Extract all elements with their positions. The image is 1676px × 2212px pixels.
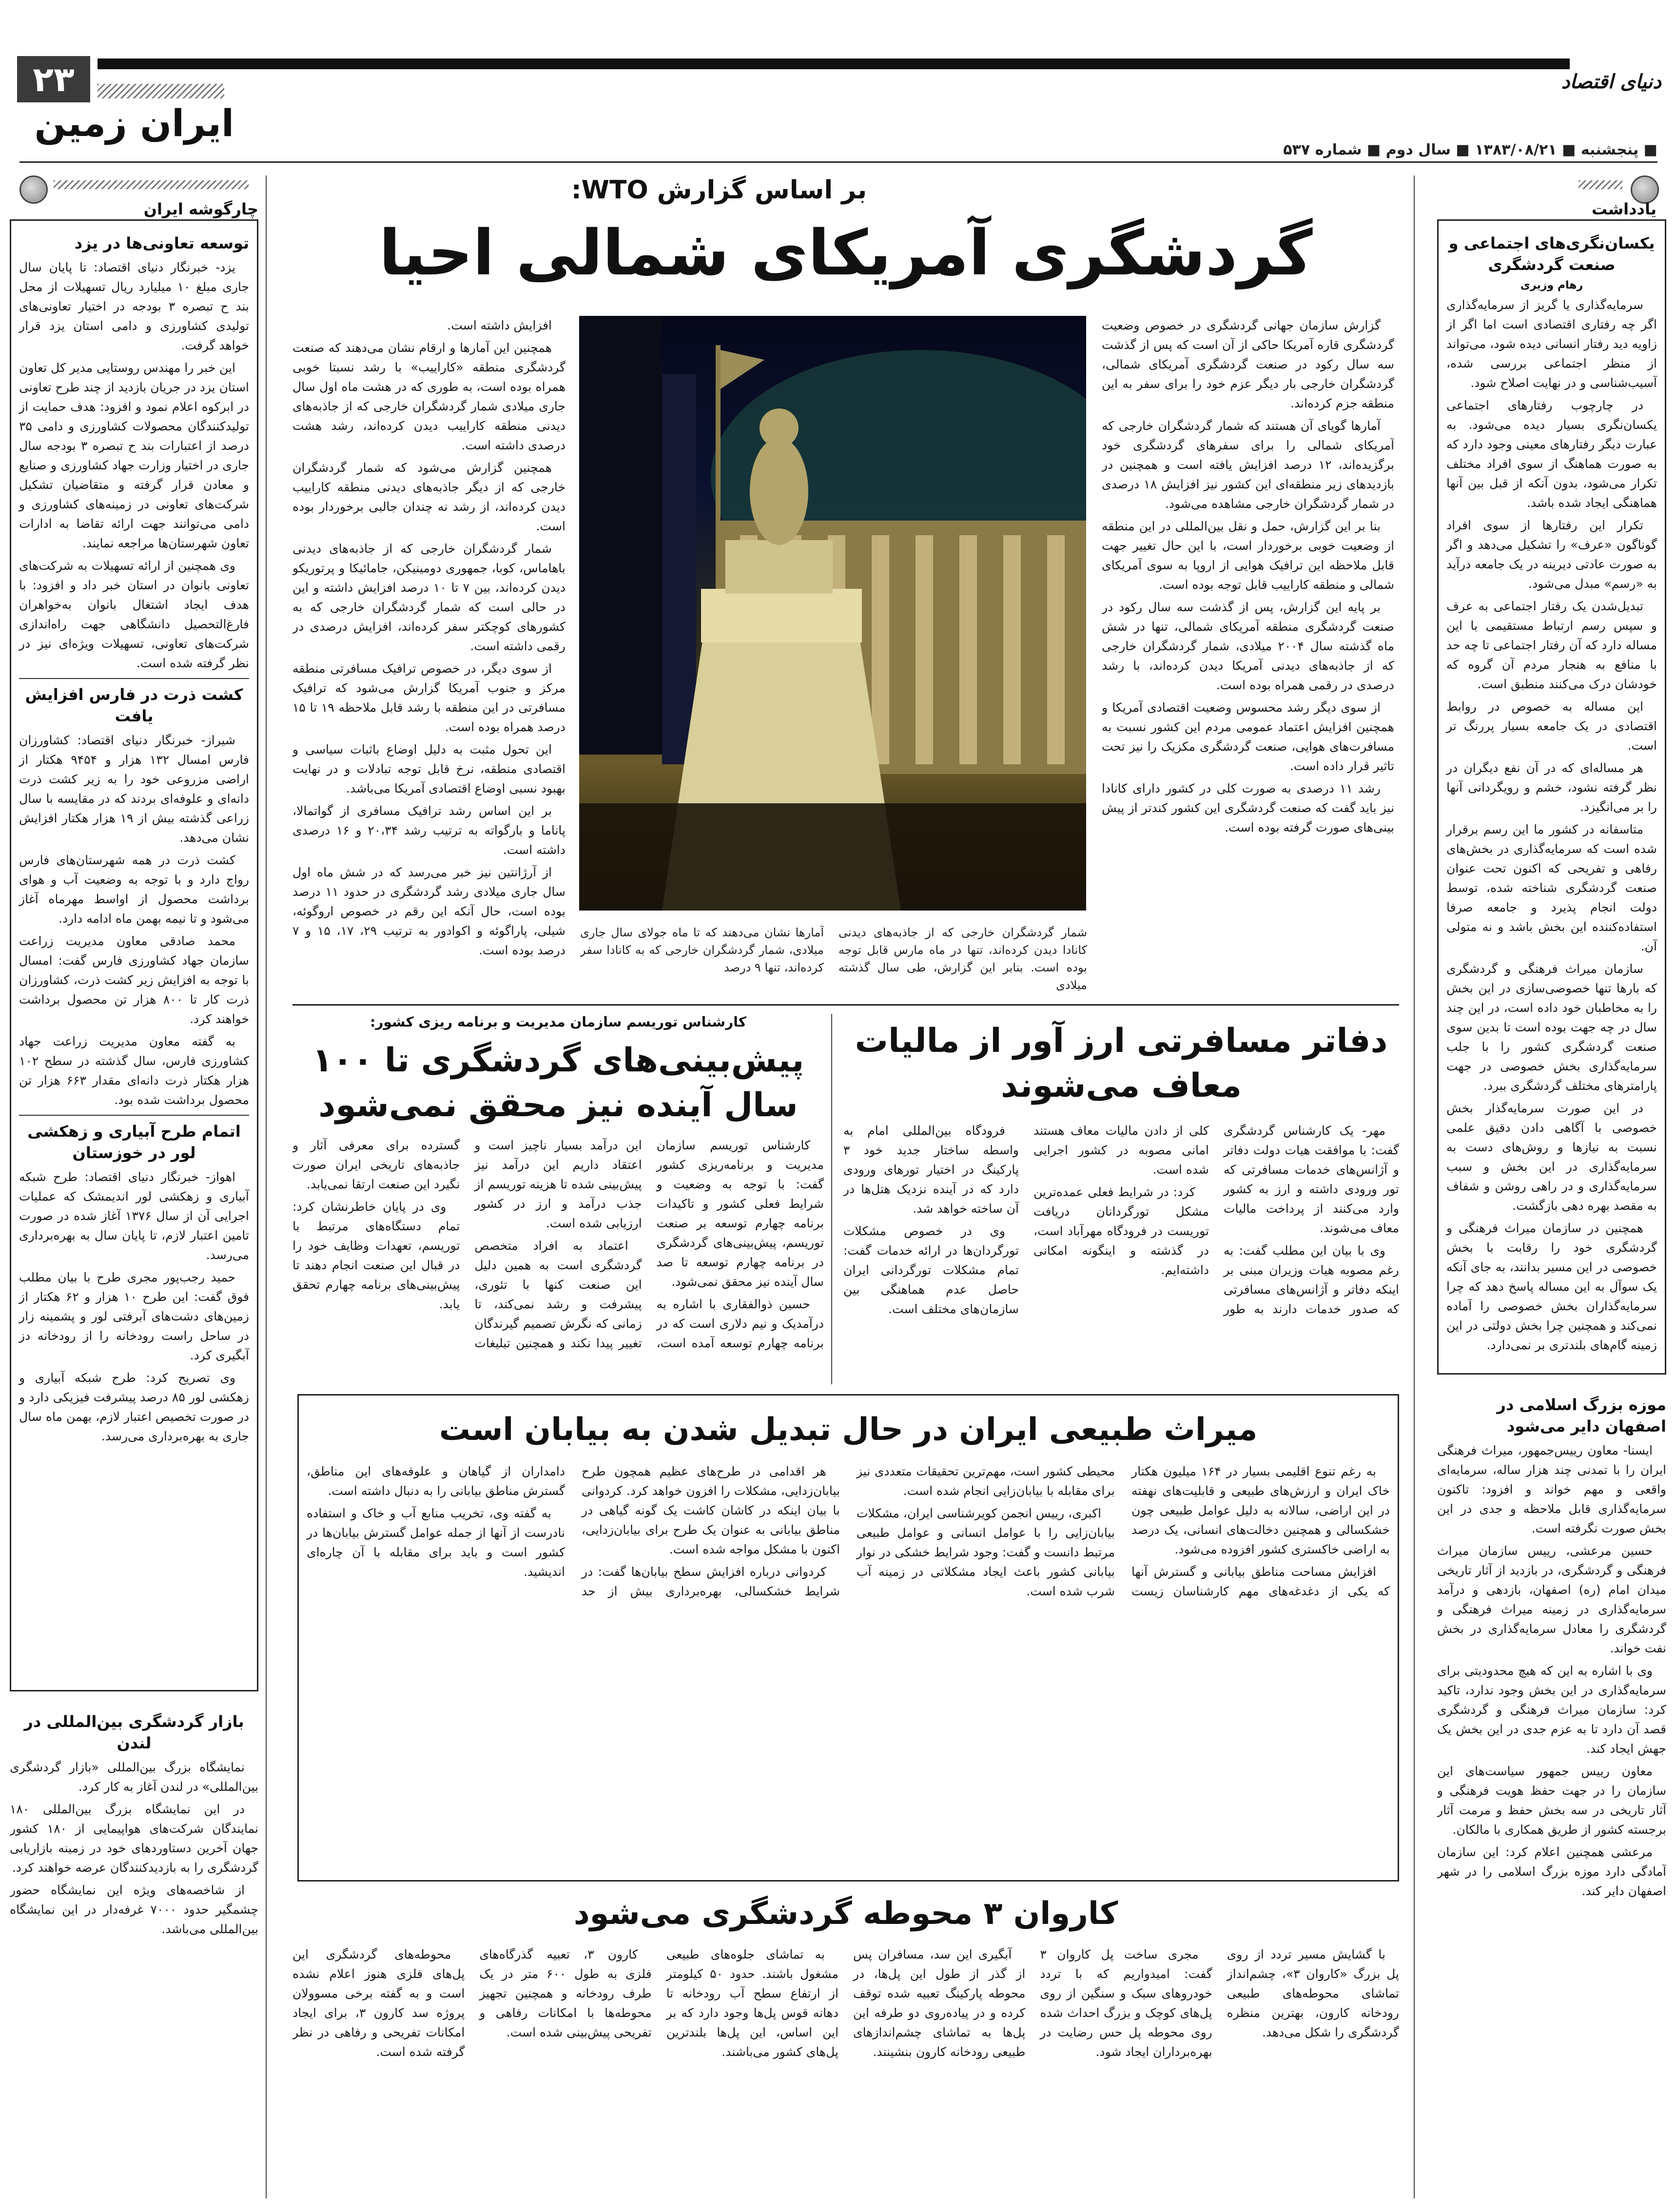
museum-news: موزه بزرگ اسلامی در اصفهان دایر می‌شود ایسنا- معاون رییس‌جمهور، میراث فرهنگی ایران را با تمدنی چند هزار ساله، سرمایه‌ای واقعی و مهم خواند و افزود: تاکنون سرمایه‌گذاری قابل ملاحظه و جدی در این بخش صورت نگرفته است. حسین مرعشی، رییس سازمان میراث فرهنگی و گردشگری، در بازدید از آثار تاریخی میدان امام (ره) اصفهان، بازدهی و درآمد سرمایه‌گذاری در زمینه میراث فرهنگی و گردشگری را معادل سرمایه‌گذاری در بخش نفت خواند. وی با اشاره به این که هیچ محدودیتی برای سرمایه‌گذاری در این بخش وجود ندارد، تاکید کرد: سازمان میراث فرهنگی و گردشگری قصد آن دارد تا به عزم جدی در این بخش یک جهش ایجاد کند. معاون رییس جمهور سیاست‌های این سازمان را در جهت حفظ هویت فرهنگی و آثار تاریخی در سه بخش حفظ و مرمت آثار برجسته کشور از طریق همکاری با مالکان. مرعشی همچنین اعلام کرد: این سازمان آمادگی دارد موزه بزرگ اسلامی را در شهر اصفهان دایر کند. bbox=[1437, 1389, 1666, 2189]
statue-illustration bbox=[579, 316, 1086, 911]
karun-body: با گشایش مسیر تردد از روی پل بزرگ «کاروان ۳»، چشم‌انداز تماشای محوطه‌های طبیعی رودخانه کارون، بهترین منظره گردشگری را شکل می‌دهد. مجری ساخت پل کاروان ۳ گفت: امیدواریم که با تردد خودروهای سبک و سنگین از روی پل‌های کوچک و بزرگ احداث شده روی محوطه پل حس رضایت در بهره‌برداران ایجاد شود. آبگیری این سد، مسافران پس از گذر از طول این پل‌ها، در محوطه پارکینگ تعبیه شده توقف کرده و در پیاده‌روی دو طرفه این پل‌ها به تماشای چشم‌اندازهای طبیعی رودخانه کارون بنشینند. به تماشای جلوه‌های طبیعی مشغول باشند. حدود ۵۰ کیلومتر از ارتفاع سطح آب رودخانه تا دهانه قوس پل‌ها وجود دارد که بر این اساس، این پل‌ها بلندترین پل‌های کشور می‌باشند. کارون ۳، تعبیه گذرگاه‌های فلزی به طول ۶۰۰ متر در یک طرف رودخانه و همچنین تجهیز محوطه‌ها با امکانات رفاهی و تفریحی پیش‌بینی شده است. محوطه‌های گردشگری این پل‌های فلزی هنوز اعلام نشده است و به گفته برخی مسوولان پروژه سد کارون ۳، برای ایجاد امکانات تفریحی و رفاهی در نظر گرفته شده است. bbox=[292, 1947, 1399, 2059]
photo-caption: شمار گردشگران خارجی که از جاذبه‌های دیدنی کانادا دیدن کرده‌اند، تنها در ماه مارس قابل توجه بوده است. بنابر این گزارش، طی سال گذشته میلادی bbox=[838, 926, 1087, 992]
right-column-header: یادداشت bbox=[1591, 200, 1657, 218]
masthead-rule bbox=[97, 58, 1570, 69]
news-title: اتمام طرح آبیاری و زهکشی لور در خوزستان bbox=[19, 1115, 249, 1164]
news-title: کشت ذرت در فارس افزایش یافت bbox=[19, 678, 249, 727]
tax-exempt-body: مهر- یک کارشناس گردشگری گفت: با موافقت هیات دولت دفاتر و آژانس‌های خدمات مسافرتی که تور ورودی داشته و ارز به کشور وارد می‌کنند از پرداخت مالیات معاف می‌شوند. وی با بیان این مطلب گفت: به رغم مصوبه هیات وزیران مبنی بر اینکه دفاتر و آژانس‌های مسافرتی که صدور خدمات دارند به طور کلی از دادن مالیات معاف هستند امانی مصوبه در کشور اجرایی شده است. کرد: در شرایط فعلی عمده‌ترین مشکل تورگردانان دریافت توریست در فرودگاه مهرآباد است، در گذشته و اینگونه امکانی داشته‌ایم. فرودگاه بین‌المللی امام به واسطه ساختار جدید خود ۳ پارکینگ در اختیار تورهای ورودی دارد که در آینده نزدیک هتل‌ها در آن ساخته خواهد شد. وی در خصوص مشکلات تورگردان‌ها در ارائه خدمات گفت: تمام مشکلات تورگردانی ایران حاصل عدم هماهنگی بین سازمان‌های مختلف است. bbox=[843, 1124, 1399, 1316]
statue-photo bbox=[579, 316, 1086, 911]
column-header-stripe bbox=[54, 180, 249, 189]
lead-kicker: بر اساس گزارش WTO: bbox=[571, 175, 867, 205]
news-title: بازار گردشگری بین‌المللی در لندن bbox=[24, 1712, 244, 1752]
desertification-headline: میراث طبیعی ایران در حال تبدیل شدن به بیابان است bbox=[439, 1412, 1258, 1448]
photo-caption: آمارها نشان می‌دهند که تا ماه جولای سال جاری میلادی، شمار گردشگران خارجی که به کانادا سفر کرده‌اند، تنها ۹ درصد bbox=[580, 926, 824, 974]
editorial-author: رهام وزیری bbox=[1520, 279, 1583, 291]
section-rule bbox=[292, 1004, 1399, 1006]
museum-news-title: موزه بزرگ اسلامی در اصفهان دایر می‌شود bbox=[1497, 1396, 1666, 1436]
editorial-title: یکسان‌نگری‌های اجتماعی و صنعت گردشگری bbox=[1448, 234, 1655, 274]
desertification-box bbox=[297, 1394, 1399, 1882]
forecast-headline: پیش‌بینی‌های گردشگری تا ۱۰۰ سال آینده نیز محقق نمی‌شود bbox=[312, 1041, 804, 1125]
column-rule bbox=[266, 175, 267, 2198]
editorial-body: سرمایه‌گذاری یا گریز از سرمایه‌گذاری اگر چه رفتاری اقتصادی است اما اگر از زاویه دید رفتار انسانی دیده شود، می‌تواند از منظر اجتماعی بررسی شده، آسیب‌شناسی و در نهایت اصلاح شود. در چارچوب رفتارهای اجتماعی یکسان‌نگری بسیار دیده می‌شود. به عبارت دیگر رفتارهای معینی وجود دارد که به صورت هماهنگ از سوی افراد مختلف تکرار می‌شود، بدون آنکه از قبل بین آنها هماهنگی ایجاد شده باشد. تکرار این رفتارها از سوی افراد گوناگون «عرف» را تشکیل می‌دهد و اگر به صورت عادتی دیرینه در یک جامعه درآید به «رسم» مبدل می‌شود. تبدیل‌شدن یک رفتار اجتماعی به عرف و سپس رسم ارتباط مستقیمی با این مساله دارد که آن رفتار اجتماعی تا چه حد با منافع به هنجار مردم آن گروه که خودشان درک می‌کنند منطبق است. این مساله به خصوص در روابط اقتصادی در یک جامعه بسیار پررنگ تر است. هر مساله‌ای که در آن نفع دیگران در نظر گرفته نشود، خشم و رویگردانی آنها را بر می‌انگیزد. متاسفانه در کشور ما این رسم برقرار شده است که سرمایه‌گذاری در بخش‌های رفاهی و تفریحی که اکنون تحت عنوان صنعت گردشگری شناخته شده، توسط دولت انجام پذیرد و جامعه صرفا استفاده‌کننده این بخش باشد و نه متولی آن. سازمان میراث فرهنگی و گردشگری که بارها تنها خصوصی‌سازی در این بخش را به مخاطبان خود داده است، در این چند سال در چه جهت بوده است تا بدین سوی صنعت گردشگری کشور را با جلب سرمایه‌گذاری بخش خصوصی در جهت پارامترهای مختلف گردشگری ببرد. در این صورت سرمایه‌گذار بخش خصوصی با آگاهی دادن دقیق علمی نسبت به نیازها و روش‌های دست به سرمایه‌گذاری در این بخش و سبب سرمایه‌گذاری و در راهی روشن و شفاف به مقصد بهره دهی بازگشت. همچنین در سازمان میراث فرهنگی و گردشگری خود را رقابت با بخش خصوصی در این مسیر بدانند، به جای آنکه یک سوآل به این مساله پاسخ دهد که چرا سرمایه‌گذاران بخش خصوصی را آماده نمی‌کند و همچنین چرا بخش دولتی در این زمینه گام‌های بلندتری بر نمی‌دارد. bbox=[1446, 298, 1657, 1352]
lead-headline: گردشگری آمریکای شمالی احیا bbox=[379, 217, 1313, 290]
column-rule bbox=[1414, 175, 1415, 2198]
column-rule bbox=[831, 1014, 832, 1384]
forecast-body: کارشناس توریسم سازمان مدیریت و برنامه‌ریزی کشور گفت: با توجه به وضعیت و شرایط فعلی کشور و تاکیدات برنامه چهارم توسعه بر صنعت توریسم، پیش‌بینی‌های گردشگری در برنامه چهارم توسعه تا صد سال آینده نیز محقق نمی‌شود. حسین ذوالفقاری با اشاره به درآمدیک و نیم دلاری است که در برنامه چهارم توسعه آمده است، این درآمد بسیار ناچیز است و اعتقاد داریم این درآمد نیز پیش‌بینی شده تا هزینه توریسم از جذب درآمد و ارز در کشور ارزیابی شده است. اعتماد به افراد متخصص گردشگری است به همین دلیل این صنعت کنها با تئوری، پیشرفت و رشد نمی‌کند، تا زمانی که نگرش تصمیم گیرندگان تغییر پیدا نکند و همچنین تبلیغات گسترده برای معرفی آثار و جاذبه‌های تاریخی ایران صورت نگیرد این صنعت ارتقا نمی‌یابد. وی در پایان خاطرنشان کرد: تمام دستگاه‌های مرتبط با توریسم، تعهدات وظایف خود را در قبال این صنعت انجام دهند تا پیش‌بینی‌های برنامه چهارم تحقق یابد. bbox=[292, 1138, 824, 1350]
regional-news-box: توسعه تعاونی‌ها در یزد یزد- خبرنگار دنیای اقتصاد: تا پایان سال جاری مبلغ ۱۰ میلیارد ریال تسهیلات از محل بند ح تبصره ۳ بودجه در اختیار تعاونی‌های تولیدی کشاورزی و دامی استان یزد قرار خواهد گرفت. این خبر را مهندس روستایی مدیر کل تعاون استان یزد در جریان بازدید از چند طرح تعاونی در ابرکوه اعلام نمود و افزود: هدف حمایت از تولیدکنندگان محصولات کشاورزی و دامی ۳۵ درصد از اعتبارات بند ح تبصره ۳ بودجه سال جاری در اختیار وزارت جهاد کشاورزی و صنایع و معادن قرار گرفته و متقاضیان تشکیل شرکت‌های تعاونی در زمینه‌های کشاورزی و دامی می‌توانند جهت ارائه تقاضا به ادارات تعاون شهرستان‌ها مراجعه نمایند. وی همچنین از ارائه تسهیلات به شرکت‌های تعاونی بانوان در استان خبر داد و افزود: با هدف ایجاد اشتغال بانوان به‌خواهران فارغ‌التحصیل دانشگاهی جهت راه‌اندازی شرکت‌های تعاونی، تسهیلات ویژه‌ای نیز در نظر گرفته شده است. کشت ذرت در فارس افزایش یافت شیراز- خبرنگار دنیای اقتصاد: کشاورزان فارس امسال ۱۳۲ هزار و ۹۴۵۴ هکتار از اراضی مزروعی خود را به زیر کشت ذرت دانه‌ای و علوفه‌ای بردند که در مقایسه با سال زراعی گذشته بیش از ۱۹ هزار هکتار افزایش نشان می‌دهد. کشت ذرت در همه شهرستان‌های فارس رواج دارد و با توجه به وضعیت آب و هوای برداشت محصول از اواسط مهرماه آغاز می‌شود و تا نیمه بهمن ماه ادامه دارد. محمد صادقی معاون مدیریت زراعت سازمان جهاد کشاورزی فارس گفت: امسال با توجه به افزایش زیر کشت ذرت، کشاورزان ذرت کار تا ۸۰۰ هزار تن محصول برداشت خواهند کرد. به گفته معاون مدیریت زراعت جهاد کشاورزی فارس، سال گذشته در سطح ۱۰۲ هزار هکتار ذرت دانه‌ای مقدار ۶۶۳ هزار تن محصول برداشت شده بود. اتمام طرح آبیاری و زهکشی لور در خوزستان اهواز- خبرنگار دنیای اقتصاد: طرح شبکه آبیاری و زهکشی لور اندیمشک که عملیات اجرایی آن از سال ۱۳۷۶ آغاز شده در صورت تامین اعتبار لازم، تا پایان سال به بهره‌برداری می‌رسد. حمید رجب‌پور مجری طرح با بیان مطلب فوق گفت: این طرح ۱۰ هزار و ۶۲ هکتار از زمین‌های دشت‌های آبرفتی لور و پشمینه زار در ساحل راست رودخانه را از رودخانه دز آبگیری کرد. وی تصریح کرد: طرح شبکه آبیاری و زهکشی لور ۸۵ درصد پیشرفت فیزیکی دارد و در صورت تخصیص اعتبار لازم، بهمن ماه سال جاری به بهره‌برداری می‌رسد. bbox=[10, 219, 258, 1691]
brand-logo: دنیای اقتصاد bbox=[1561, 71, 1661, 93]
issue-line: ■ پنجشنبه ■ ۱۳۸۳/۰۸/۲۱ ■ سال دوم ■ شماره ۵۳۷ bbox=[19, 141, 1657, 163]
karun-headline: کاروان ۳ محوطه گردشگری می‌شود bbox=[573, 1896, 1118, 1932]
page-number: ۲۳ bbox=[17, 56, 90, 102]
forecast-kicker: کارشناس توریسم سازمان مدیریت و برنامه ریزی کشور: bbox=[370, 1014, 746, 1030]
editorial-box bbox=[1437, 219, 1666, 1375]
world-map-stripe bbox=[97, 84, 224, 98]
section-title: ایران زمین bbox=[34, 101, 234, 145]
left-column-header: چارگوشه ایران bbox=[143, 200, 258, 218]
lead-column-2: افزایش داشته است. همچنین این آمارها و ارقام نشان می‌دهند که صنعت گردشگری منطقه «کاراییب» با رشد نسبتا خوبی همراه بوده است، به طوری که در هشت ماه اول سال جاری میلادی شمار گردشگران خارجی که از جاذبه‌های دیدنی منطقه کاراییب دیدن کرده‌اند، رشد هشت درصدی داشته است. همچنین گزارش می‌شود که شمار گردشگران خارجی که از دیگر جاذبه‌های دیدنی منطقه کاراییب دیدن کرده‌اند، از رشد نه چندان جالبی برخوردار بوده است. شمار گردشگران خارجی که از جاذبه‌های دیدنی باهاماس، کوبا، جمهوری دومینیکن، جامائیکا و پرتوریکو دیدن کرده‌اند، بین ۷ تا ۱۰ درصد افزایش داشته و این در حالی است که شمار گردشگران خارجی که به کشورهای کوچکتر سفر کرده‌اند، افزایش درصدی در رقمی داشته است. از سوی دیگر، در خصوص ترافیک مسافرتی منطقه مرکز و جنوب آمریکا گزارش می‌شود که ترافیک مسافرتی در این منطقه با رشد قابل ملاحظه ۱۹ تا ۱۵ درصد همراه بوده است. این تحول مثبت به دلیل اوضاع باثبات سیاسی و اقتصادی منطقه، نرخ قابل توجه تبادلات و در نهایت بهبود نسبی اوضاع اقتصادی آمریکا می‌باشد. بر این اساس رشد ترافیک مسافری از گواتمالا، پاناما و بارگواته به ترتیب رشد ۲۰،۳۴ و ۱۶ درصدی داشته است. از آرژانتین نیز خبر می‌رسد که در شش ماه اول سال جاری میلادی رشد گردشگری در حدود ۱۱ درصد بوده است، حال آنکه این رقم در خصوص اروگوئه، شیلی، پاراگوئه و اکوادور به ترتیب ۲۹، ۱۷، ۱۵ و ۷ درصد بوده است. bbox=[292, 318, 565, 957]
london-fair-news: بازار گردشگری بین‌المللی در لندن نمایشگاه بزرگ بین‌المللی «بازار گردشگری بین‌المللی» در لندن آغاز به کار کرد. در این نمایشگاه بزرگ بین‌المللی ۱۸۰ نمایندگان شرکت‌های هواپیمایی از ۱۸۰ کشور جهان آخرین دستاوردهای خود در زمینه بازاریابی گردشگری را به بازدیدکنندگان عرضه خواهند کرد. از شاخصه‌های ویژه این نمایشگاه حضور چشمگیر حدود ۷۰۰۰ غرفه‌دار در این نمایشگاه بین‌المللی می‌باشد. bbox=[10, 1706, 258, 2193]
desertification-body: به رغم تنوع اقلیمی بسیار در ۱۶۴ میلیون هکتار خاک ایران و ارزش‌های طبیعی و قابلیت‌های نهفته در این اراضی، سالانه به دلیل عوامل طبیعی چون خشکسالی و همچنین دخالت‌های انسانی، یک درصد به اراضی خاکستری کشور افزوده می‌شود. افزایش مساحت مناطق بیابانی و گسترش آنها که یکی از دغدغه‌های مهم کارشناسان زیست محیطی کشور است، مهم‌ترین تحقیقات متعددی نیز برای مقابله با بیابان‌زایی انجام شده است. اکبری، رییس انجمن کویرشناسی ایران، مشکلات بیابان‌زایی را با عوامل انسانی و عوامل طبیعی مرتبط دانست و گفت: وجود شرایط خشکی در نوار بیابانی کشور باعث ایجاد مشکلاتی در زمینه آب شرب شده است. هر اقدامی در طرح‌های عظیم همچون طرح بیابان‌زدایی، مشکلات را افزون خواهد کرد. کردوانی با بیان اینکه در کاشان کاشت یک گونه گیاهی در مناطق بیابانی به عنوان یک طرح برای بیابان‌زدایی، اکنون با مشکل مواجه شده است. کردوانی درباره افزایش سطح بیابان‌ها گفت: در شرایط خشکسالی، بهره‌برداری بیش از حد دامداران از گیاهان و علوفه‌های این مناطق، گسترش مناطق بیابانی را به دنبال داشته است. به گفته وی، تخریب منابع آب و خاک و استفاده نادرست از آنها از جمله عوامل گسترش بیابان‌ها در کشور است و باید برای مقابله با آن چاره‌ای اندیشید. bbox=[307, 1464, 1390, 1598]
tax-exempt-headline: دفاتر مسافرتی ارز آور از مالیات معاف می‌شوند bbox=[855, 1022, 1388, 1105]
column-header-stripe bbox=[1579, 180, 1622, 189]
news-title: توسعه تعاونی‌ها در یزد bbox=[74, 234, 249, 252]
lead-column-1: گزارش سازمان جهانی گردشگری در خصوص وضعیت گردشگری قاره آمریکا حاکی از آن است که پس از گذشت سه سال رکود در صنعت گردشگری آمریکای شمالی، گردشگران خارجی بار دیگر عزم خود را برای سفر به این منطقه جزم کرده‌اند. آمارها گویای آن هستند که شمار گردشگران خارجی که آمریکای شمالی را برای سفرهای گردشگری خود برگزیده‌اند، ۱۲ درصد افزایش یافته است و همچنین در بازدیدهای زیر منطقه‌ای این کشور نیز افزایش ۱۸ درصدی در شمار گردشگران خارجی مشاهده می‌شود. بنا بر این گزارش، حمل و نقل بین‌المللی در این منطقه از وضعیت خوبی برخوردار است، با این حال تغییر جهت قابل ملاحظه این ترافیک هوایی از اروپا به سوی آمریکای شمالی و منطقه کاراییب قابل توجه بوده است. بر پایه این گزارش، پس از گذشت سه سال رکود در صنعت گردشگری منطقه آمریکای شمالی، تنها در شش ماه گذشته سال ۲۰۰۴ میلادی، شمار گردشگران خارجی که از جاذبه‌های دیدنی آمریکا دیدن کرده‌اند، با رشد درصدی در رقمی همراه بوده است. از سوی دیگر رشد محسوس وضعیت اقتصادی آمریکا و همچنین افزایش اعتماد عمومی مردم این کشور نسبت به مسافرت‌های هوایی، صنعت گردشگری مکزیک را نیز تحت تاثیر قرار داده است. رشد ۱۱ درصدی به صورت کلی در کشور دارای کانادا نیز باید گفت که صنعت گردشگری این کشور کندتر از پیش بینی‌های صورت گرفته بوده است. bbox=[1102, 318, 1394, 834]
